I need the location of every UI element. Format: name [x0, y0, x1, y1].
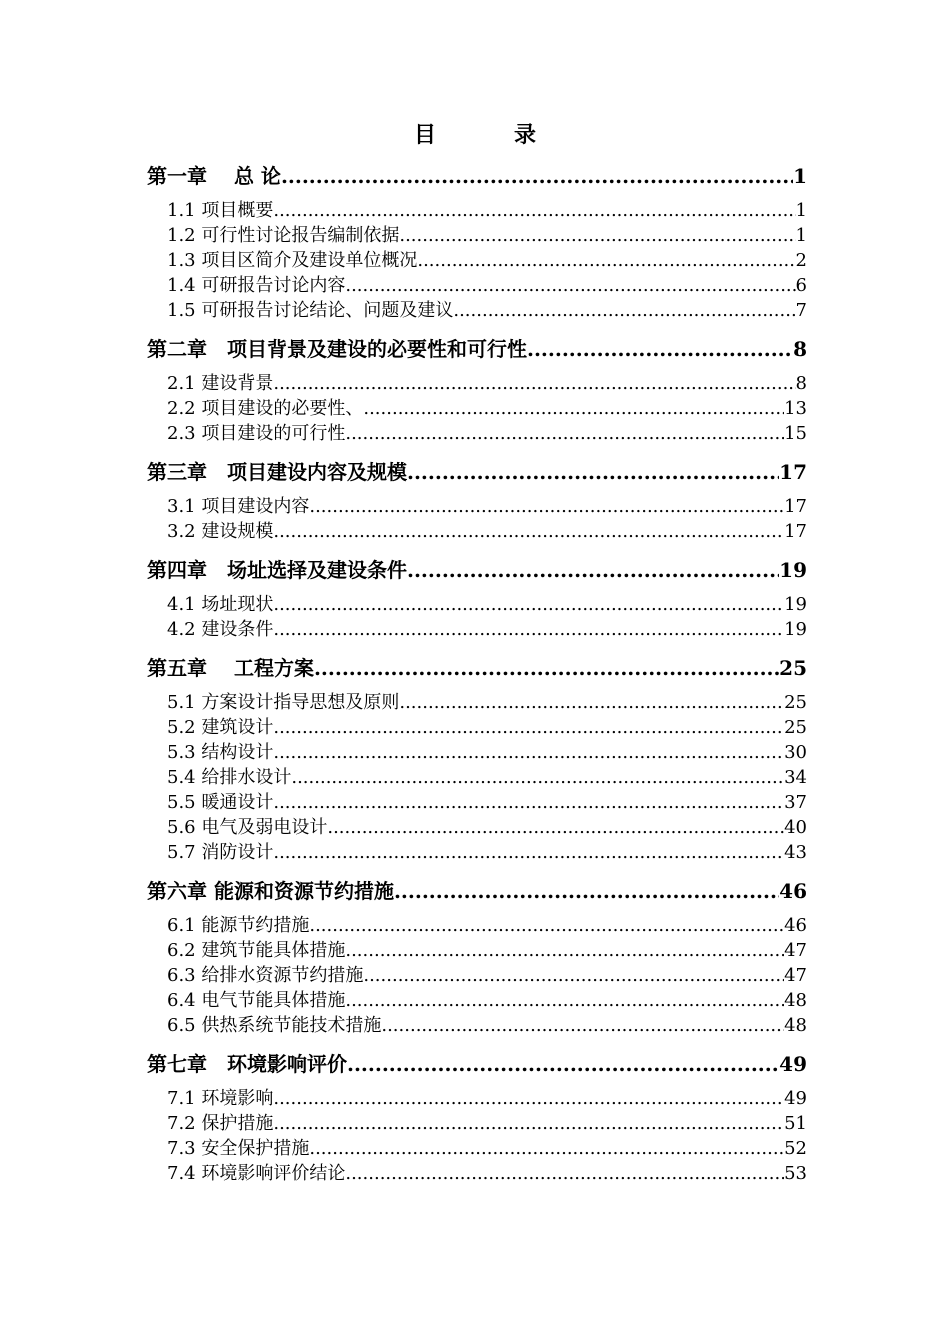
dot-leader — [417, 248, 795, 273]
group-spacer — [147, 865, 807, 873]
toc-entry-label: 7.2 保护措施 — [167, 1113, 274, 1134]
dot-leader — [273, 198, 795, 223]
toc-section-entry[interactable] — [147, 1111, 807, 1136]
toc-section-entry[interactable] — [147, 223, 807, 248]
dot-leader — [345, 938, 784, 963]
toc-chapter-entry[interactable] — [147, 873, 807, 909]
toc-section-entry[interactable] — [147, 790, 807, 815]
toc-page-number: 37 — [784, 792, 807, 813]
toc-entry-label: 第三章 项目建设内容及规模 — [147, 460, 407, 484]
toc-page-number: 25 — [779, 656, 807, 680]
toc-chapter-entry[interactable] — [147, 1046, 807, 1082]
toc-section-entry[interactable] — [147, 1013, 807, 1038]
toc-entry-label: 2.3 项目建设的可行性 — [167, 423, 346, 444]
toc-entry-label: 2.2 项目建设的必要性、 — [167, 398, 364, 419]
toc-page-number: 49 — [779, 1052, 807, 1076]
dot-leader — [394, 873, 779, 909]
toc-entry-label: 7.3 安全保护措施 — [167, 1138, 310, 1159]
toc-page-number: 43 — [784, 842, 807, 863]
toc-entry-label: 2.1 建设背景 — [167, 373, 274, 394]
dot-leader — [273, 617, 784, 642]
dot-leader — [273, 371, 795, 396]
toc-section-entry[interactable] — [147, 988, 807, 1013]
dot-leader — [309, 913, 784, 938]
toc-page-number: 8 — [795, 373, 807, 394]
dot-leader — [273, 790, 784, 815]
toc-chapter-entry[interactable] — [147, 331, 807, 367]
dot-leader — [273, 715, 784, 740]
toc-entry-label: 第四章 场址选择及建设条件 — [147, 558, 407, 582]
dot-leader — [273, 840, 784, 865]
dot-leader — [527, 331, 793, 367]
dot-leader — [453, 298, 795, 323]
toc-entry-label: 5.3 结构设计 — [167, 742, 274, 763]
toc-page-number: 40 — [784, 817, 807, 838]
toc-section-entry[interactable] — [147, 715, 807, 740]
toc-section-entry[interactable] — [147, 421, 807, 446]
group-spacer — [147, 1038, 807, 1046]
toc-entry-label: 5.7 消防设计 — [167, 842, 274, 863]
toc-entry-label: 7.1 环境影响 — [167, 1088, 274, 1109]
toc-chapter-entry[interactable] — [147, 650, 807, 686]
toc-entry-label: 3.1 项目建设内容 — [167, 496, 310, 517]
toc-page-number: 47 — [784, 940, 807, 961]
toc-page-number: 46 — [784, 915, 807, 936]
toc-entry-label: 6.1 能源节约措施 — [167, 915, 310, 936]
toc-entry-label: 7.4 环境影响评价结论 — [167, 1163, 346, 1184]
toc-entry-label: 第二章 项目背景及建设的必要性和可行性 — [147, 337, 527, 361]
toc-page-number: 6 — [795, 275, 807, 296]
toc-section-entry[interactable] — [147, 963, 807, 988]
toc-page-number: 17 — [779, 460, 807, 484]
toc-entry-label: 6.5 供热系统节能技术措施 — [167, 1015, 382, 1036]
dot-leader — [309, 494, 784, 519]
toc-page-number: 2 — [795, 250, 807, 271]
toc-entry-label: 第七章 环境影响评价 — [147, 1052, 347, 1076]
toc-entry-label: 第一章 总 论 — [147, 164, 281, 188]
toc-entry-label: 5.4 给排水设计 — [167, 767, 292, 788]
toc-section-entry[interactable] — [147, 740, 807, 765]
group-spacer — [147, 323, 807, 331]
dot-leader — [345, 988, 784, 1013]
dot-leader — [273, 519, 784, 544]
toc-entry-label: 1.2 可行性讨论报告编制依据 — [167, 225, 400, 246]
toc-page-number: 1 — [795, 200, 807, 221]
dot-leader — [273, 740, 784, 765]
dot-leader — [363, 396, 784, 421]
toc-page-number: 1 — [795, 225, 807, 246]
toc-page-number: 49 — [784, 1088, 807, 1109]
toc-entry-label: 5.6 电气及弱电设计 — [167, 817, 328, 838]
toc-entry-label: 1.3 项目区简介及建设单位概况 — [167, 250, 418, 271]
toc-entry-label: 4.2 建设条件 — [167, 619, 274, 640]
toc-page-number: 15 — [784, 423, 807, 444]
dot-leader — [363, 963, 784, 988]
toc-page-number: 19 — [779, 558, 807, 582]
toc-page-number: 8 — [793, 337, 807, 361]
toc-entry-label: 1.1 项目概要 — [167, 200, 274, 221]
dot-leader — [314, 650, 779, 686]
toc-page-number: 17 — [784, 496, 807, 517]
toc-section-entry[interactable] — [147, 617, 807, 642]
toc-title: 目 录 — [413, 122, 564, 148]
dot-leader — [345, 421, 784, 446]
toc-chapter-entry[interactable] — [147, 158, 807, 194]
toc-entry-label: 5.5 暖通设计 — [167, 792, 274, 813]
toc-page-number: 47 — [784, 965, 807, 986]
toc-page-number: 48 — [784, 1015, 807, 1036]
toc-entry-label: 4.1 场址现状 — [167, 594, 274, 615]
toc-section-entry[interactable] — [147, 248, 807, 273]
toc-entry-label: 6.2 建筑节能具体措施 — [167, 940, 346, 961]
toc-page-number: 25 — [784, 717, 807, 738]
toc-page-number: 13 — [784, 398, 807, 419]
dot-leader — [399, 223, 795, 248]
dot-leader — [347, 1046, 779, 1082]
toc-entry-label: 5.1 方案设计指导思想及原则 — [167, 692, 400, 713]
toc-entry-label: 第五章 工程方案 — [147, 656, 314, 680]
dot-leader — [291, 765, 784, 790]
toc-entry-label: 3.2 建设规模 — [167, 521, 274, 542]
toc-page-number: 25 — [784, 692, 807, 713]
toc-page-number: 19 — [784, 619, 807, 640]
dot-leader — [407, 552, 779, 588]
toc-section-entry[interactable] — [147, 494, 807, 519]
toc-section-entry[interactable] — [147, 371, 807, 396]
toc-section-entry[interactable] — [147, 592, 807, 617]
toc-page-number: 46 — [779, 879, 807, 903]
toc-section-entry[interactable] — [147, 273, 807, 298]
dot-leader — [327, 815, 784, 840]
dot-leader — [345, 273, 795, 298]
dot-leader — [407, 454, 779, 490]
toc-entry-label: 1.5 可研报告讨论结论、问题及建议 — [167, 300, 454, 321]
toc-entry-label: 1.4 可研报告讨论内容 — [167, 275, 346, 296]
toc-section-entry[interactable] — [147, 815, 807, 840]
dot-leader — [345, 1161, 784, 1186]
toc-section-entry[interactable] — [147, 1161, 807, 1186]
toc-entry-label: 第六章 能源和资源节约措施 — [147, 879, 394, 903]
toc-entry-label: 5.2 建筑设计 — [167, 717, 274, 738]
toc-section-entry[interactable] — [147, 913, 807, 938]
toc-page-number: 52 — [784, 1138, 807, 1159]
toc-section-entry[interactable] — [147, 198, 807, 223]
toc-page-number: 7 — [795, 300, 807, 321]
toc-page-number: 1 — [793, 164, 807, 188]
toc-page-number: 30 — [784, 742, 807, 763]
toc-chapter-entry[interactable] — [147, 552, 807, 588]
dot-leader — [273, 1086, 784, 1111]
toc-section-entry[interactable] — [147, 396, 807, 421]
dot-leader — [309, 1136, 784, 1161]
dot-leader — [273, 592, 784, 617]
toc-section-entry[interactable] — [147, 690, 807, 715]
toc-page-number: 51 — [784, 1113, 807, 1134]
dot-leader — [399, 690, 784, 715]
toc-page-number: 19 — [784, 594, 807, 615]
toc-section-entry[interactable] — [147, 765, 807, 790]
toc-page-number: 53 — [784, 1163, 807, 1184]
table-of-contents — [147, 158, 807, 1186]
toc-page-number: 48 — [784, 990, 807, 1011]
dot-leader — [281, 158, 793, 194]
toc-entry-label: 6.4 电气节能具体措施 — [167, 990, 346, 1011]
toc-section-entry[interactable] — [147, 840, 807, 865]
toc-chapter-entry[interactable] — [147, 454, 807, 490]
toc-page-number: 34 — [784, 767, 807, 788]
group-spacer — [147, 446, 807, 454]
toc-section-entry[interactable] — [147, 298, 807, 323]
toc-page-number: 17 — [784, 521, 807, 542]
dot-leader — [273, 1111, 784, 1136]
dot-leader — [381, 1013, 784, 1038]
toc-section-entry[interactable] — [147, 1136, 807, 1161]
toc-entry-label: 6.3 给排水资源节约措施 — [167, 965, 364, 986]
toc-section-entry[interactable] — [147, 519, 807, 544]
toc-section-entry[interactable] — [147, 1086, 807, 1111]
toc-section-entry[interactable] — [147, 938, 807, 963]
group-spacer — [147, 544, 807, 552]
group-spacer — [147, 642, 807, 650]
